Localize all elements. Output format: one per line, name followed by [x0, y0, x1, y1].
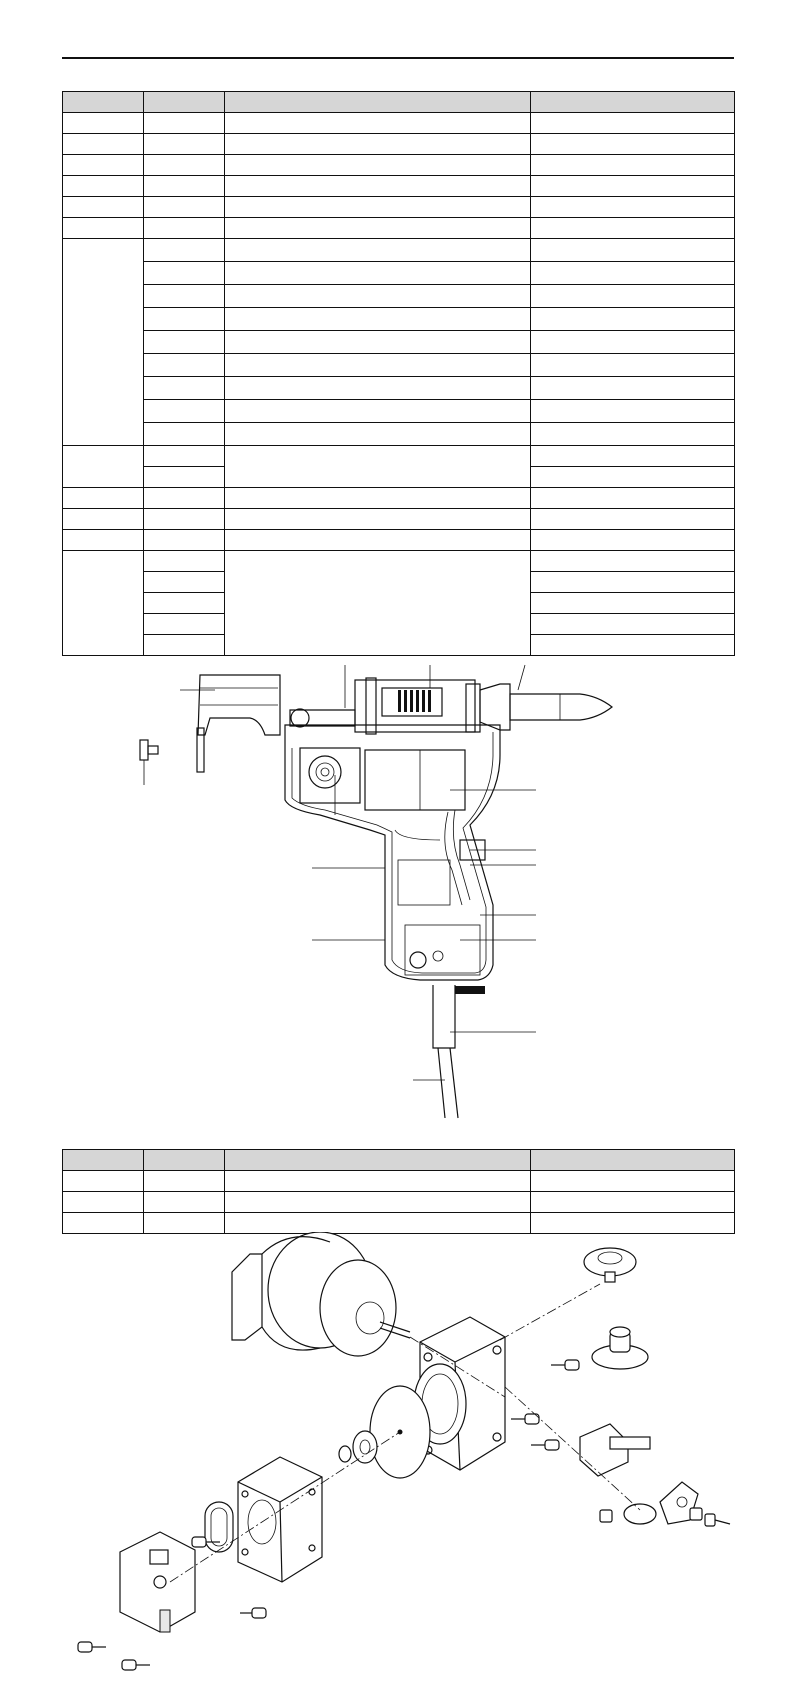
- table-row: [63, 113, 735, 134]
- table-row: [63, 1213, 735, 1234]
- table-row: [63, 423, 735, 446]
- table-row: [63, 446, 735, 467]
- diaphragm: [370, 1386, 430, 1478]
- washers: [339, 1431, 377, 1463]
- screw: [551, 1360, 579, 1370]
- column-header-no: [63, 92, 144, 113]
- table-row: [63, 377, 735, 400]
- table-row: [63, 1171, 735, 1192]
- column-header-part-no: [144, 92, 225, 113]
- table-row: [63, 530, 735, 551]
- table-row: [63, 155, 735, 176]
- o-ring: [205, 1502, 233, 1552]
- table-row: [63, 308, 735, 331]
- table-row: [63, 354, 735, 377]
- screw: [511, 1414, 539, 1424]
- gun-body: [285, 678, 612, 1118]
- table-row: [63, 488, 735, 509]
- bracket: [120, 1532, 195, 1632]
- screw: [240, 1608, 266, 1618]
- header-rule: [62, 57, 734, 59]
- table-row: [63, 551, 735, 572]
- table-row: [63, 1192, 735, 1213]
- table-row: [63, 331, 735, 354]
- valves: [584, 1248, 648, 1369]
- column-header-part-name: [225, 92, 531, 113]
- table-row: [63, 134, 735, 155]
- table-header-row: [63, 92, 735, 113]
- column-header-no: [63, 1150, 144, 1171]
- pin-detail: [140, 740, 158, 785]
- parts-list-table-1: [62, 91, 735, 656]
- column-header-part-no: [144, 1150, 225, 1171]
- motor: [232, 1232, 410, 1356]
- parts-list-table-2: [62, 1149, 735, 1234]
- screw: [531, 1440, 559, 1450]
- screw: [78, 1642, 106, 1652]
- table-row: [63, 400, 735, 423]
- table-row: [63, 176, 735, 197]
- table-row: [63, 218, 735, 239]
- table-header-row: [63, 1150, 735, 1171]
- table-row: [63, 285, 735, 308]
- cover-detail: [180, 675, 280, 772]
- column-header-spec: [531, 1150, 735, 1171]
- table-row: [63, 197, 735, 218]
- end-plate: [238, 1457, 322, 1582]
- column-header-spec: [531, 92, 735, 113]
- table-row: [63, 239, 735, 262]
- desoldering-gun-cutaway-diagram: [0, 660, 794, 1130]
- column-header-part-name: [225, 1150, 531, 1171]
- screw: [122, 1660, 150, 1670]
- table-row: [63, 262, 735, 285]
- table-row: [63, 509, 735, 530]
- leader-lines: [312, 665, 536, 1080]
- pump-exploded-view-diagram: [0, 1232, 794, 1684]
- fittings: [580, 1424, 730, 1526]
